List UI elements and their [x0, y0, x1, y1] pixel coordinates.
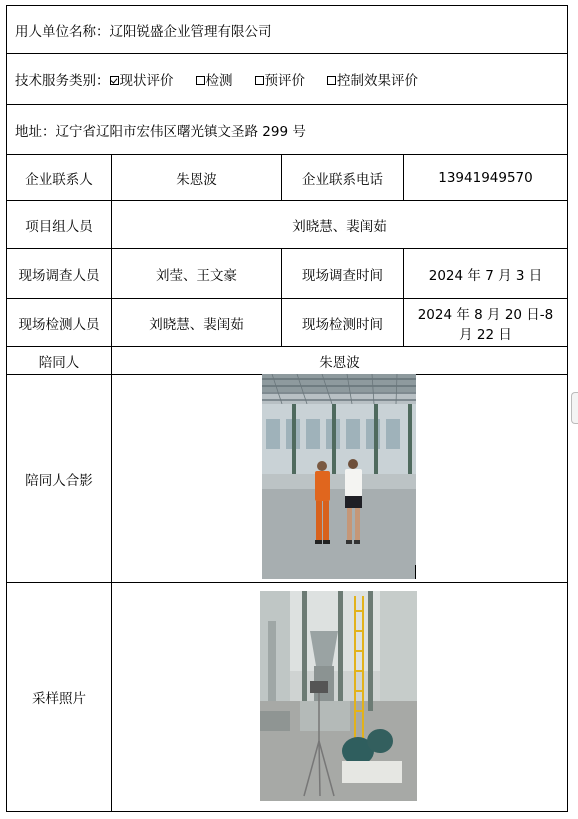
checkbox-checked-icon[interactable]: [110, 76, 119, 85]
checkbox-icon[interactable]: [327, 76, 336, 85]
escort-value: 朱恩波: [112, 347, 568, 375]
unit-cell: [7, 6, 568, 54]
address-label: 地址：: [15, 123, 56, 140]
escort-photo-label: 陪同人合影: [7, 375, 112, 583]
unit-label: 用人单位名称：: [15, 23, 110, 40]
record-form: [6, 5, 567, 813]
testing-time-label: 现场检测时间: [282, 299, 404, 347]
contact-person-value: 朱恩波: [112, 155, 282, 201]
row-team: [7, 201, 568, 249]
escort-photo-cell: [112, 375, 568, 583]
option-control-effect-evaluation[interactable]: 控制效果评价: [327, 69, 418, 89]
row-service: [7, 54, 568, 105]
survey-people-value: 刘莹、王文豪: [112, 249, 282, 299]
sample-photo-cell: [112, 583, 568, 812]
team-label: 项目组人员: [7, 201, 112, 249]
option-pre-evaluation[interactable]: 预评价: [255, 69, 306, 89]
option-current-evaluation[interactable]: 现状评价: [110, 69, 174, 89]
survey-people-label: 现场调查人员: [7, 249, 112, 299]
unit-value: 辽阳锐盛企业管理有限公司: [109, 23, 272, 40]
address-cell: [7, 105, 568, 155]
escort-group-photo: [262, 374, 416, 579]
sampling-site-photo: [260, 591, 417, 801]
contact-phone-label: 企业联系电话: [282, 155, 404, 201]
option-testing[interactable]: 检测: [196, 69, 233, 89]
contact-person-label: 企业联系人: [7, 155, 112, 201]
contact-phone-value: 13941949570: [404, 155, 568, 201]
testing-people-value: 刘晓慧、裴闺茹: [112, 299, 282, 347]
sample-photo-label: 采样照片: [7, 583, 112, 812]
row-sample-photo: [7, 583, 568, 812]
checkbox-icon[interactable]: [255, 76, 264, 85]
row-unit: [7, 6, 568, 54]
service-cell: [7, 54, 568, 105]
service-label: 技术服务类别：: [15, 73, 110, 89]
testing-people-label: 现场检测人员: [7, 299, 112, 347]
survey-time-label: 现场调查时间: [282, 249, 404, 299]
row-contact: [7, 155, 568, 201]
row-escort-photo: [7, 375, 568, 583]
row-testing: [7, 299, 568, 347]
escort-label: 陪同人: [7, 347, 112, 375]
checkbox-icon[interactable]: [196, 76, 205, 85]
row-escort: [7, 347, 568, 375]
address-value: 辽宁省辽阳市宏伟区曙光镇文圣路 299 号: [55, 123, 306, 140]
row-survey: [7, 249, 568, 299]
team-value: 刘晓慧、裴闺茹: [112, 201, 568, 249]
row-address: [7, 105, 568, 155]
cursor-mark: [415, 565, 416, 579]
form-table: [6, 5, 568, 812]
testing-time-value: 2024 年 8 月 20 日-8 月 22 日: [404, 299, 568, 347]
survey-time-value: 2024 年 7 月 3 日: [404, 249, 568, 299]
side-scroll-handle[interactable]: [571, 392, 578, 424]
